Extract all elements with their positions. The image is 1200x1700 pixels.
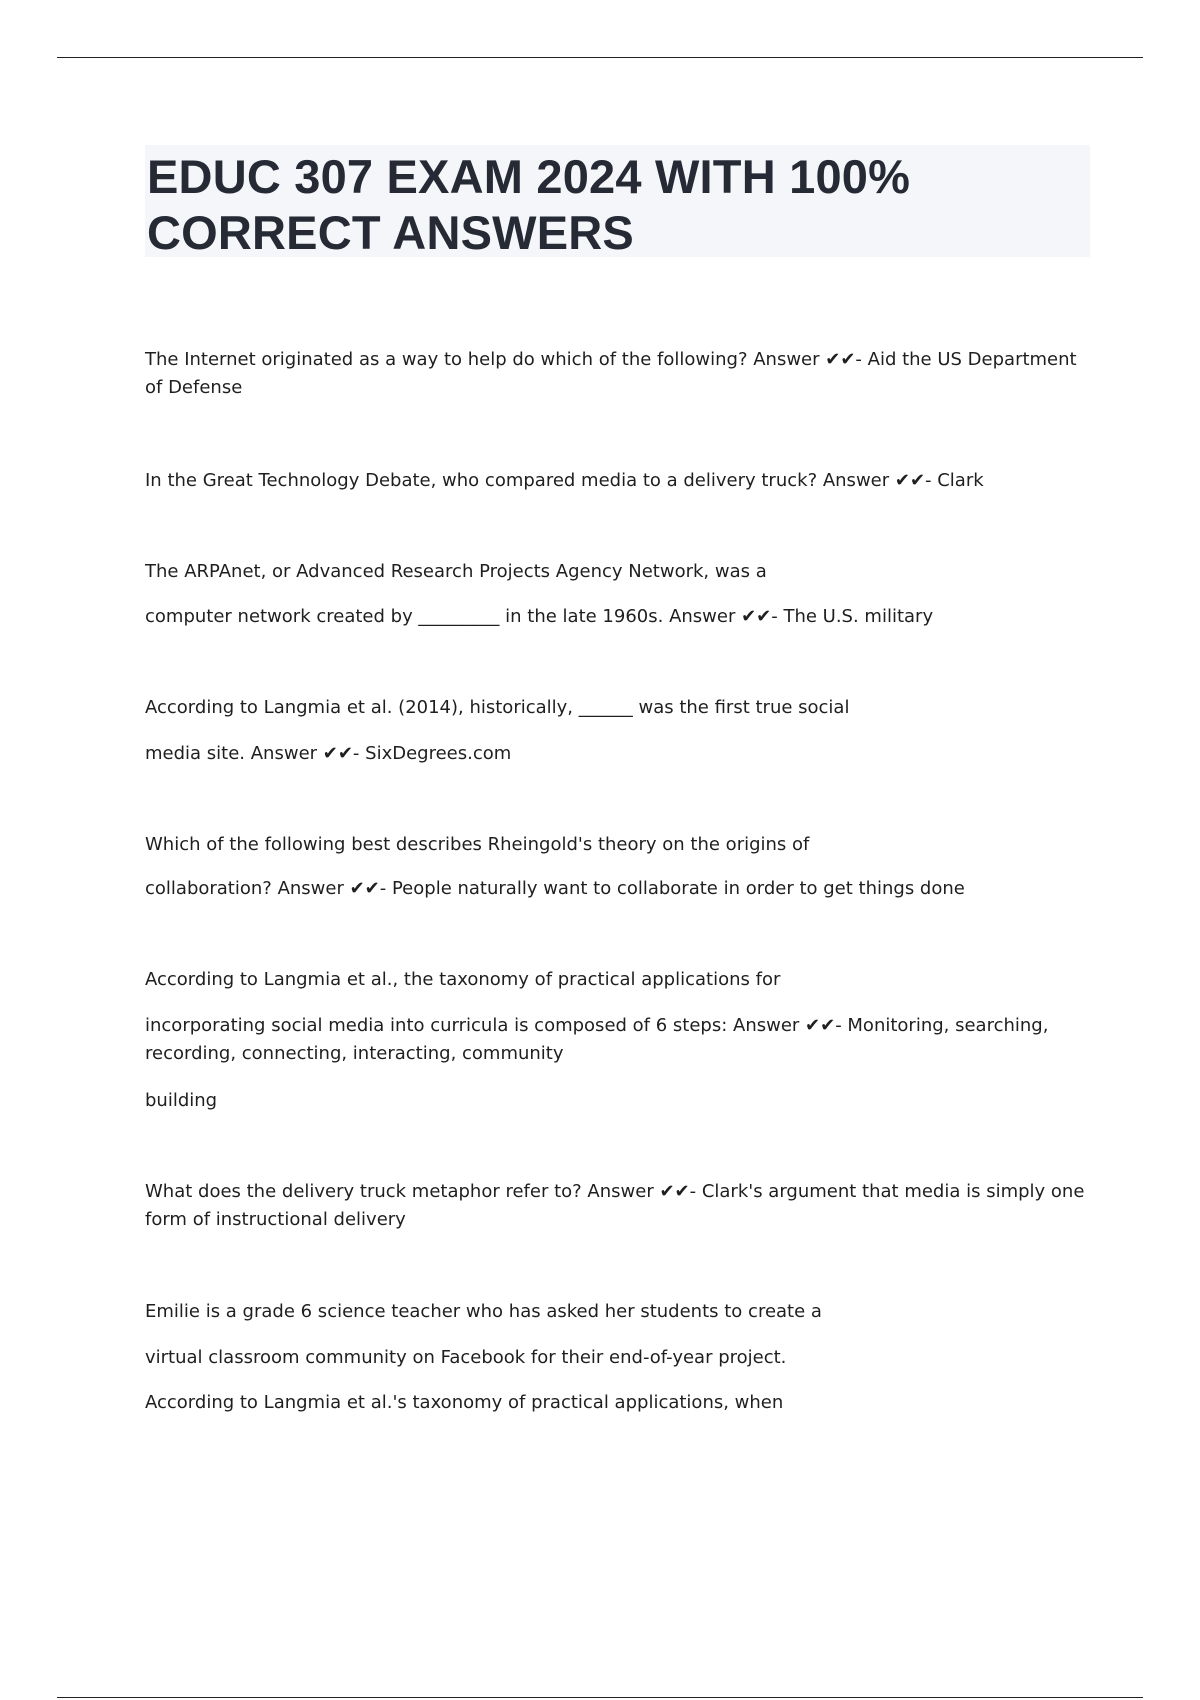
question-rheingold-line: Which of the following best describes Rheingold's theory on the origins of [145, 834, 810, 855]
question-first-social-media-line: media site. Answer ✔✔- SixDegrees.com [145, 743, 512, 764]
question-delivery-truck: What does the delivery truck metaphor refer to? Answer ✔✔- Clark's argument that media is simply one form of instructional delivery [145, 1181, 1085, 1230]
title-line: CORRECT ANSWERS [147, 206, 634, 259]
question-taxonomy-line: building [145, 1090, 218, 1111]
question-rheingold-line: collaboration? Answer ✔✔- People naturally want to collaborate in order to get things done [145, 878, 965, 899]
question-first-social-media-line: According to Langmia et al. (2014), historically, ______ was the first true social [145, 697, 850, 718]
question-arpanet-line: computer network created by _________ in the late 1960s. Answer ✔✔- The U.S. military [145, 606, 934, 627]
question-taxonomy-line: incorporating social media into curricula is composed of 6 steps: Answer ✔✔- Monitoring, searching, recording, connecting, interacting, community [145, 1015, 1049, 1064]
question-taxonomy-line: According to Langmia et al., the taxonomy of practical applications for [145, 969, 781, 990]
question-emilie-line: virtual classroom community on Facebook for their end-of-year project. [145, 1347, 787, 1368]
top-rule [57, 57, 1143, 58]
question-emilie-line: According to Langmia et al.'s taxonomy of practical applications, when [145, 1392, 784, 1413]
document-title [145, 145, 1090, 257]
bottom-rule [57, 1697, 1143, 1698]
question-internet-origin: The Internet originated as a way to help do which of the following? Answer ✔✔- Aid the US Department of Defense [145, 349, 1077, 398]
question-technology-debate: In the Great Technology Debate, who compared media to a delivery truck? Answer ✔✔- Clark [145, 470, 984, 491]
question-emilie-line: Emilie is a grade 6 science teacher who has asked her students to create a [145, 1301, 822, 1322]
title-line: EDUC 307 EXAM 2024 WITH 100% [147, 150, 911, 203]
question-arpanet-line: The ARPAnet, or Advanced Research Projects Agency Network, was a [145, 561, 767, 582]
